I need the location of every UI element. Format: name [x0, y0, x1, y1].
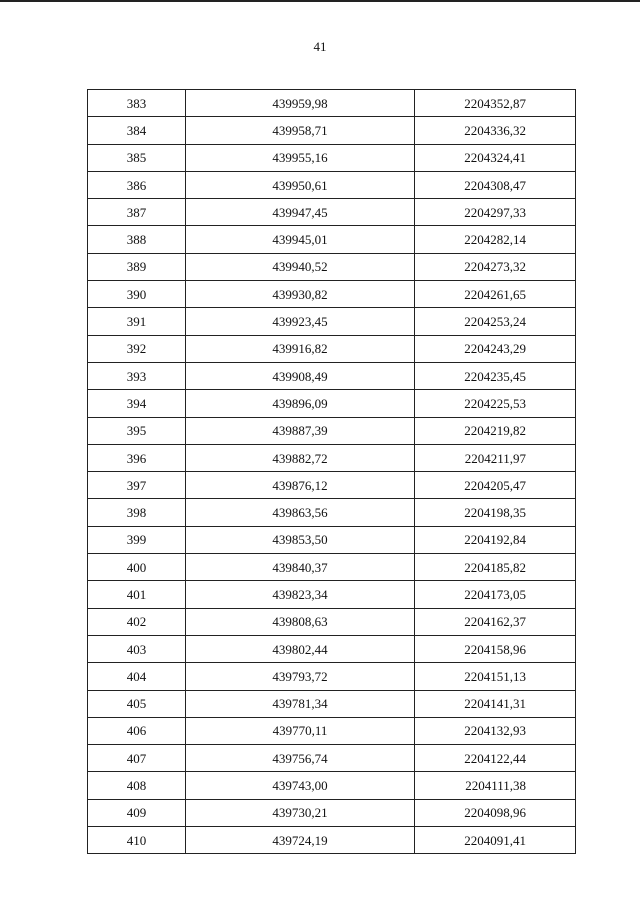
y-coordinate-cell: 2204162,37 [415, 608, 576, 635]
table-row [88, 772, 576, 799]
point-number-cell: 389 [88, 253, 186, 280]
y-coordinate-cell: 2204253,24 [415, 308, 576, 335]
y-coordinate-cell: 2204198,35 [415, 499, 576, 526]
table-row [88, 635, 576, 662]
y-coordinate-cell: 2204211,97 [415, 444, 576, 471]
table-row [88, 417, 576, 444]
table-row [88, 608, 576, 635]
point-number-cell: 399 [88, 526, 186, 553]
y-coordinate-cell: 2204158,96 [415, 635, 576, 662]
point-number-cell: 383 [88, 90, 186, 117]
table-row [88, 253, 576, 280]
table-row [88, 117, 576, 144]
y-coordinate-cell: 2204173,05 [415, 581, 576, 608]
table-row [88, 281, 576, 308]
y-coordinate-cell: 2204091,41 [415, 827, 576, 854]
table-row [88, 526, 576, 553]
x-coordinate-cell: 439808,63 [186, 608, 415, 635]
y-coordinate-cell: 2204352,87 [415, 90, 576, 117]
point-number-cell: 392 [88, 335, 186, 362]
point-number-cell: 391 [88, 308, 186, 335]
x-coordinate-cell: 439950,61 [186, 171, 415, 198]
x-coordinate-cell: 439853,50 [186, 526, 415, 553]
y-coordinate-cell: 2204297,33 [415, 199, 576, 226]
table-row [88, 745, 576, 772]
x-coordinate-cell: 439882,72 [186, 444, 415, 471]
y-coordinate-cell: 2204273,32 [415, 253, 576, 280]
x-coordinate-cell: 439863,56 [186, 499, 415, 526]
point-number-cell: 406 [88, 717, 186, 744]
table-row [88, 717, 576, 744]
page-number: 41 [313, 39, 327, 54]
point-number-cell: 387 [88, 199, 186, 226]
table-row [88, 171, 576, 198]
y-coordinate-cell: 2204122,44 [415, 745, 576, 772]
point-number-cell: 394 [88, 390, 186, 417]
point-number-cell: 397 [88, 472, 186, 499]
table-row [88, 362, 576, 389]
x-coordinate-cell: 439947,45 [186, 199, 415, 226]
coordinates-table [87, 89, 576, 854]
x-coordinate-cell: 439823,34 [186, 581, 415, 608]
coordinates-table-body [88, 90, 576, 854]
x-coordinate-cell: 439840,37 [186, 554, 415, 581]
y-coordinate-cell: 2204111,38 [415, 772, 576, 799]
x-coordinate-cell: 439781,34 [186, 690, 415, 717]
point-number-cell: 385 [88, 144, 186, 171]
x-coordinate-cell: 439940,52 [186, 253, 415, 280]
x-coordinate-cell: 439802,44 [186, 635, 415, 662]
x-coordinate-cell: 439756,74 [186, 745, 415, 772]
point-number-cell: 401 [88, 581, 186, 608]
point-number-cell: 393 [88, 362, 186, 389]
y-coordinate-cell: 2204261,65 [415, 281, 576, 308]
y-coordinate-cell: 2204185,82 [415, 554, 576, 581]
table-row [88, 335, 576, 362]
x-coordinate-cell: 439793,72 [186, 663, 415, 690]
point-number-cell: 403 [88, 635, 186, 662]
point-number-cell: 388 [88, 226, 186, 253]
table-row [88, 690, 576, 717]
table-row [88, 663, 576, 690]
x-coordinate-cell: 439945,01 [186, 226, 415, 253]
point-number-cell: 405 [88, 690, 186, 717]
table-row [88, 226, 576, 253]
x-coordinate-cell: 439959,98 [186, 90, 415, 117]
point-number-cell: 386 [88, 171, 186, 198]
y-coordinate-cell: 2204235,45 [415, 362, 576, 389]
point-number-cell: 404 [88, 663, 186, 690]
table-row [88, 390, 576, 417]
table-row [88, 799, 576, 826]
table-row [88, 308, 576, 335]
y-coordinate-cell: 2204324,41 [415, 144, 576, 171]
table-row [88, 444, 576, 471]
table-row [88, 554, 576, 581]
y-coordinate-cell: 2204205,47 [415, 472, 576, 499]
x-coordinate-cell: 439896,09 [186, 390, 415, 417]
y-coordinate-cell: 2204141,31 [415, 690, 576, 717]
table-row [88, 499, 576, 526]
x-coordinate-cell: 439955,16 [186, 144, 415, 171]
table-row [88, 472, 576, 499]
x-coordinate-cell: 439958,71 [186, 117, 415, 144]
y-coordinate-cell: 2204225,53 [415, 390, 576, 417]
x-coordinate-cell: 439876,12 [186, 472, 415, 499]
table-row [88, 90, 576, 117]
x-coordinate-cell: 439930,82 [186, 281, 415, 308]
x-coordinate-cell: 439743,00 [186, 772, 415, 799]
point-number-cell: 395 [88, 417, 186, 444]
y-coordinate-cell: 2204282,14 [415, 226, 576, 253]
y-coordinate-cell: 2204132,93 [415, 717, 576, 744]
y-coordinate-cell: 2204192,84 [415, 526, 576, 553]
point-number-cell: 400 [88, 554, 186, 581]
x-coordinate-cell: 439916,82 [186, 335, 415, 362]
x-coordinate-cell: 439923,45 [186, 308, 415, 335]
point-number-cell: 409 [88, 799, 186, 826]
y-coordinate-cell: 2204308,47 [415, 171, 576, 198]
x-coordinate-cell: 439724,19 [186, 827, 415, 854]
y-coordinate-cell: 2204151,13 [415, 663, 576, 690]
point-number-cell: 398 [88, 499, 186, 526]
point-number-cell: 396 [88, 444, 186, 471]
x-coordinate-cell: 439730,21 [186, 799, 415, 826]
point-number-cell: 407 [88, 745, 186, 772]
point-number-cell: 390 [88, 281, 186, 308]
table-row [88, 827, 576, 854]
y-coordinate-cell: 2204243,29 [415, 335, 576, 362]
table-row [88, 144, 576, 171]
point-number-cell: 402 [88, 608, 186, 635]
y-coordinate-cell: 2204336,32 [415, 117, 576, 144]
y-coordinate-cell: 2204098,96 [415, 799, 576, 826]
point-number-cell: 384 [88, 117, 186, 144]
y-coordinate-cell: 2204219,82 [415, 417, 576, 444]
x-coordinate-cell: 439770,11 [186, 717, 415, 744]
table-row [88, 581, 576, 608]
table-row [88, 199, 576, 226]
point-number-cell: 408 [88, 772, 186, 799]
x-coordinate-cell: 439908,49 [186, 362, 415, 389]
point-number-cell: 410 [88, 827, 186, 854]
x-coordinate-cell: 439887,39 [186, 417, 415, 444]
page-top-border [0, 0, 640, 2]
